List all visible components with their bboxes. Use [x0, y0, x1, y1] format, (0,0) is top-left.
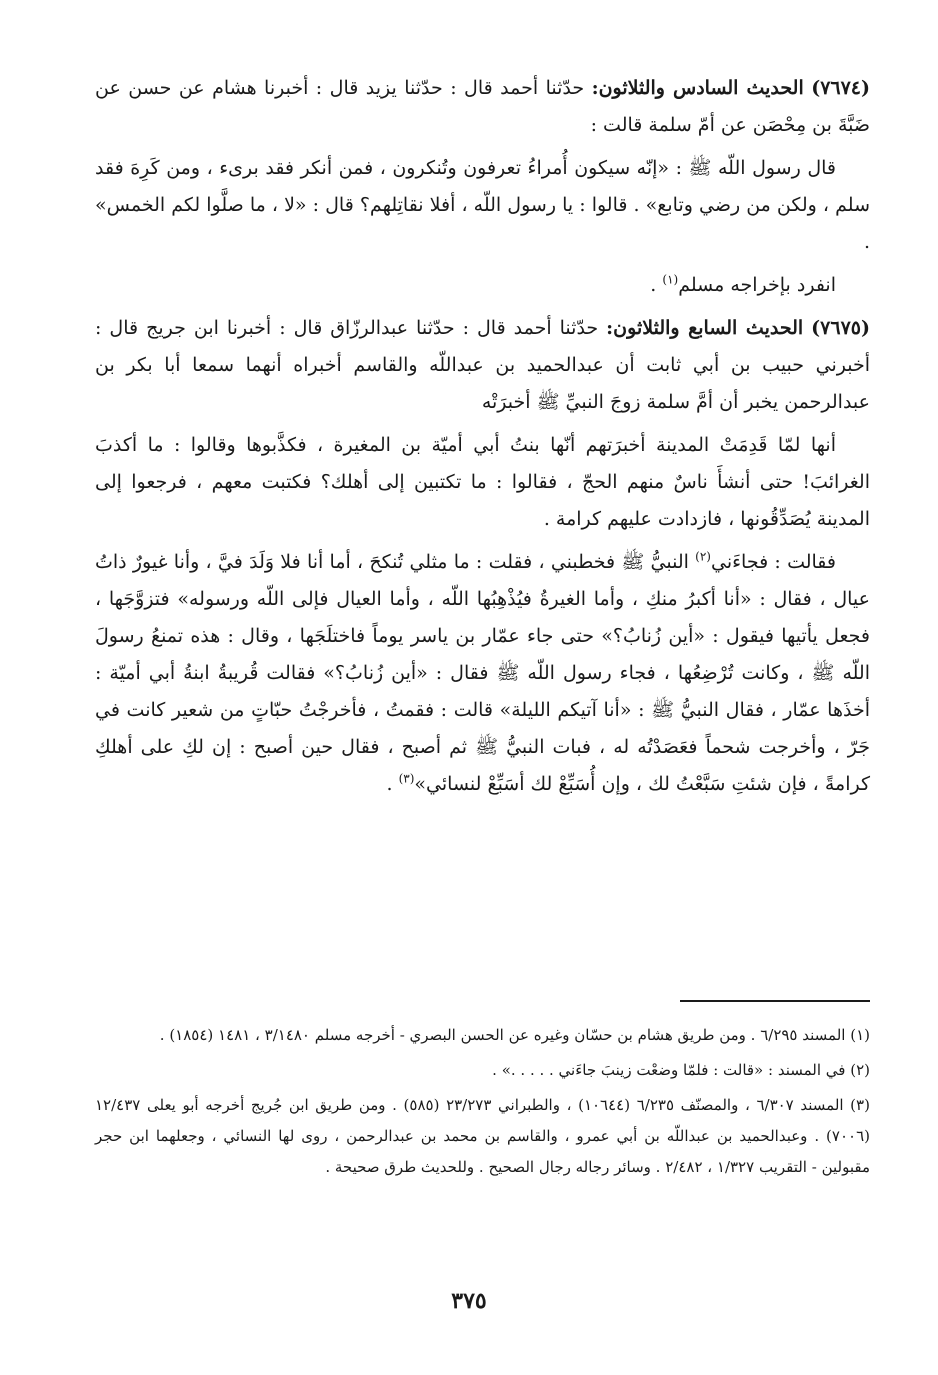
- matn-part-b: النبيُّ ﷺ فخطبني ، فقلت : ما مثلي تُنكحَ ، أما أنا فلا وَلَدَ فيَّ ، وأنا غيورٌ ذاتُ عيال ، فقال : «أنا أكبرُ منكِ ، وأما الغيرةُ فيُذْهِبُها اللّه ، وأما العيال فإلى اللّه ورسوله» فتزوَّجَها ، فجعل يأتيها فيقول : «أين زُنابُ؟» حتى جاء عمّار بن ياسر يوماً فاختلَجَها ، وقال : هذه تمنعُ رسولَ اللّه ﷺ ، وكانت تُرْضِعُها ، فجاء رسول اللّه ﷺ فقال : «أين زُنابُ؟» فقالت قُريبةُ ابنةُ أبي أميّة : أخذَها عمّار ، فقال النبيُّ ﷺ : «أنا آتيكم الليلة» قالت : فقمتُ ، فأخرجْتُ حبّاتٍ من شعير كانت في جَرّ ، وأخرجت شحماً فعَصَدْتُه له ، فبات النبيُّ ﷺ ثم أصبح ، فقال حين أصبح : إن لكِ على أهلكِ كرامةً ، فإن شئتِ سَبَّعْتُ لك ، وإن أُسَبِّعْ لك أسَبِّعْ لنسائي»: [95, 551, 870, 795]
- footnote-2: (٢) في المسند : «قالت : فلمّا وضعْت زينبَ جاءَني . . . . .» .: [492, 1061, 870, 1079]
- footnote-ref-2: (٢): [695, 549, 711, 564]
- hadith-title: الحديث السادس والثلاثون:: [591, 77, 804, 99]
- hadith-matn: أنها لمّا قَدِمَتْ المدينة أخبرَتهم أنّها بنتُ أبي أميّة بن المغيرة ، فكذَّبوها وقالوا : ما أكذبَ الغرائبَ! حتى أنشأَ ناسٌ منهم الحجّ ، فقالوا : ما تكتبين إلى أهلك؟ فكتبت معهم ، فرجعوا إلى المدينة يُصَدِّقُونها ، فازدادت عليهم كرامة .: [95, 434, 870, 530]
- footnote-separator: [680, 1000, 870, 1002]
- footnote-ref-3: (٣): [398, 771, 415, 786]
- hadith-matn: قال رسول اللّه ﷺ : «إنّه سيكون أُمراءُ تعرفون وتُنكرون ، فمن أنكر فقد برىء ، ومن كَرِهَ فقد سلم ، ولكن من رضي وتابع» . قالوا : يا رسول اللّه ، أفلا نقاتِلهم؟ قال : «لا ، ما صلَّوا لكم الخمس» .: [95, 157, 870, 253]
- hadith-isnad: حدّثنا أحمد قال : حدّثنا يزيد قال : أخبرنا هشام عن حسن عن ضَبَّةَ بن مِحْصَن عن أمّ سلمة قالت :: [95, 77, 870, 136]
- hadith-7674: [95, 70, 870, 144]
- takhrij-end: .: [650, 274, 663, 296]
- hadith-number: (٧٦٧٥): [811, 317, 870, 339]
- hadith-matn-continued: [95, 544, 870, 803]
- page-number: ٣٧٥: [451, 1288, 487, 1314]
- matn-end: .: [386, 773, 399, 795]
- footnotes: [95, 1020, 870, 1187]
- hadith-title: الحديث السابع والثلاثون:: [606, 317, 804, 339]
- footnote-ref-1: (١): [662, 272, 679, 287]
- main-text: [95, 70, 870, 809]
- matn-part-a: فقالت : فجاءَني: [710, 551, 837, 573]
- takhrij-text: انفرد بإخراجه مسلم: [678, 274, 836, 296]
- takhrij-note: [95, 267, 870, 304]
- footnote-1: (١) المسند ٦/٢٩٥ . ومن طريق هشام بن حسّان وغيره عن الحسن البصري - أخرجه مسلم ٣/١٤٨٠ ، ١٤٨١ (١٨٥٤) .: [159, 1026, 870, 1044]
- hadith-isnad: حدّثنا أحمد قال : حدّثنا عبدالرزّاق قال : أخبرنا ابن جريج قال : أخبرني حبيب بن أبي ثابت أن عبدالحميد بن عبداللّه والقاسم أخبراه أنهما سمعا أبا بكر بن عبدالرحمن يخبر أن أمَّ سلمة زوجَ النبيِّ ﷺ أخبرَتْه: [95, 317, 870, 413]
- hadith-number: (٧٦٧٤): [811, 77, 871, 99]
- footnote-3: (٣) المسند ٦/٣٠٧ ، والمصنّف ٦/٢٣٥ (١٠٦٤٤) ، والطبراني ٢٣/٢٧٣ (٥٨٥) . ومن طريق ابن جُريج أخرجه أبو يعلى ١٢/٤٣٧ (٧٠٠٦) . وعبدالحميد بن عبداللّه بن أبي عمرو ، والقاسم بن محمد بن عبدالرحمن ، روى لها النسائي ، وجعلهما ابن حجر مقبولين - التقريب ١/٣٢٧ ، ٢/٤٨٢ . وسائر رجاله رجال الصحيح . وللحديث طرق صحيحة .: [95, 1096, 870, 1176]
- hadith-7675: [95, 310, 870, 421]
